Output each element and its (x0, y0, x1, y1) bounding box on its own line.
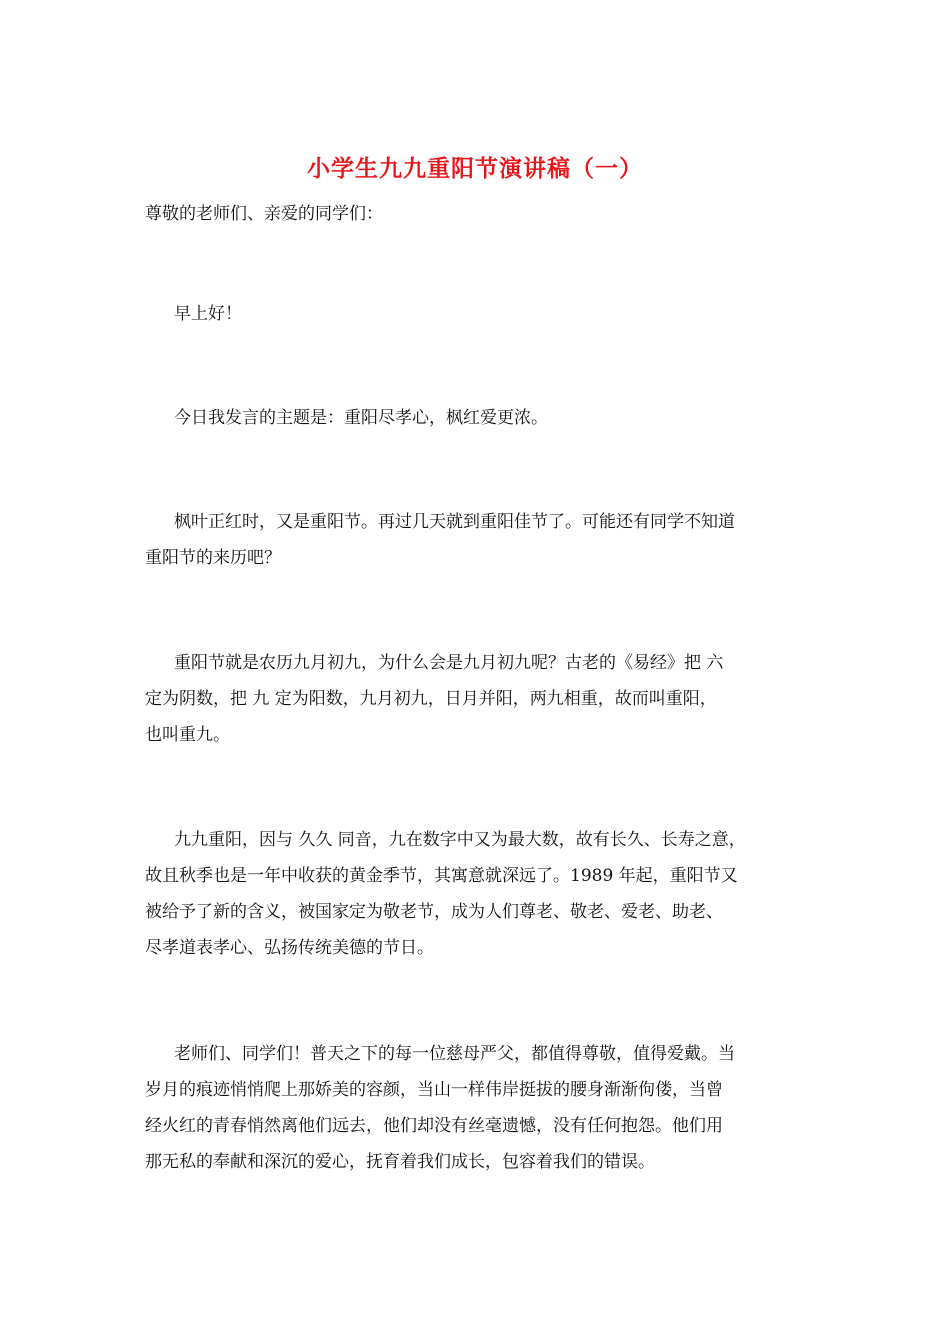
paragraph-line: 经火红的青春悄然离他们远去，他们却没有丝毫遗憾，没有任何抱怨。他们用 (145, 1116, 723, 1136)
paragraph-line: 重阳节的来历吧？ (145, 548, 281, 568)
paragraph-line: 老师们、同学们！普天之下的每一位慈母严父，都值得尊敬，值得爱戴。当 (174, 1044, 735, 1064)
paragraph-line: 早上好！ (174, 304, 242, 324)
paragraph-line: 那无私的奉献和深沉的爱心，抚育着我们成长，包容着我们的错误。 (145, 1152, 655, 1172)
paragraph-greeting (145, 296, 835, 332)
paragraph-line: 岁月的痕迹悄悄爬上那娇美的容颜，当山一样伟岸挺拔的腰身渐渐佝偻，当曾 (145, 1080, 723, 1100)
paragraph-line: 也叫重九。 (145, 725, 230, 745)
salutation (145, 196, 835, 232)
paragraph-line: 今日我发言的主题是：重阳尽孝心，枫红爱更浓。 (174, 408, 548, 428)
paragraph-line: 枫叶正红时，又是重阳节。再过几天就到重阳佳节了。可能还有同学不知道 (174, 512, 735, 532)
document-title: 小学生九九重阳节演讲稿（一） (307, 155, 643, 182)
paragraph-line: 重阳节就是农历九月初九，为什么会是九月初九呢？古老的《易经》把 六 (174, 653, 724, 673)
paragraph-meaning (145, 822, 835, 966)
paragraph-respect (145, 1036, 835, 1180)
paragraph-line: 被给予了新的含义，被国家定为敬老节，成为人们尊老、敬老、爱老、助老、 (145, 902, 723, 922)
paragraph-line: 尽孝道表孝心、弘扬传统美德的节日。 (145, 938, 434, 958)
salutation-line: 尊敬的老师们、亲爱的同学们： (145, 204, 383, 224)
paragraph-line: 故且秋季也是一年中收获的黄金季节，其寓意就深远了。1989 年起，重阳节又 (145, 866, 738, 886)
paragraph-line: 九九重阳，因与 久久 同音，九在数字中又为最大数，故有长久、长寿之意， (174, 830, 746, 850)
paragraph-intro (145, 504, 835, 576)
paragraph-line: 定为阴数，把 九 定为阳数，九月初九，日月并阳，两九相重，故而叫重阳， (145, 689, 717, 709)
paragraph-origin (145, 645, 835, 753)
paragraph-theme (145, 400, 835, 436)
